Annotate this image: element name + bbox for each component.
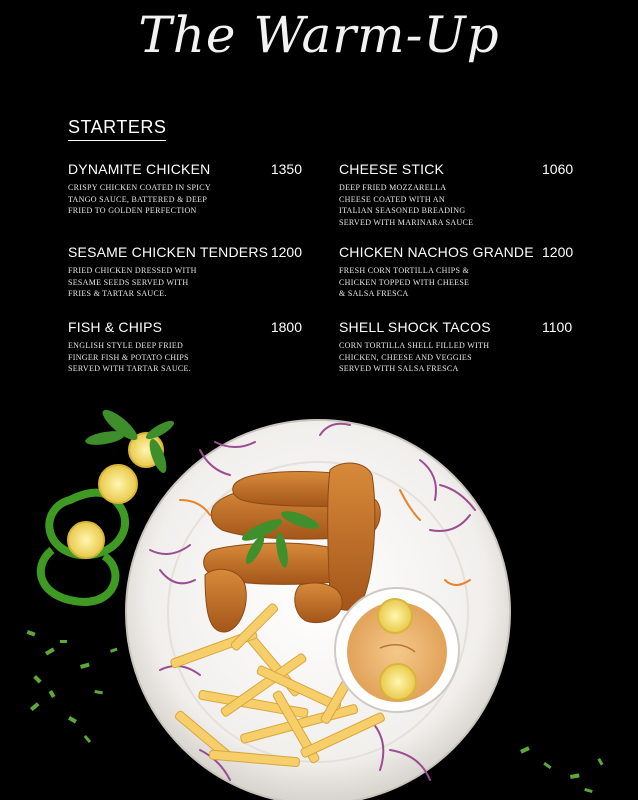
item-description-line: FRESH CORN TORTILLA CHIPS & (339, 266, 470, 275)
item-description-line: ITALIAN SEASONED BREADING (339, 206, 466, 215)
item-name: CHEESE STICK (339, 161, 445, 177)
item-name: CHICKEN NACHOS GRANDE (339, 244, 534, 260)
menu-item (68, 244, 304, 300)
menu-title: The Warm-Up (138, 6, 500, 64)
item-description-line: FRIES & TARTAR SAUCE. (68, 289, 167, 298)
item-description-line: FRIED TO GOLDEN PERFECTION (68, 206, 197, 215)
item-description-line: CORN TORTILLA SHELL FILLED WITH (339, 341, 490, 350)
item-name: DYNAMITE CHICKEN (68, 161, 211, 177)
item-name: SESAME CHICKEN TENDERS (68, 244, 269, 260)
item-description-line: CHICKEN, CHEESE AND VEGGIES (339, 352, 472, 362)
item-description-line: SERVED WITH MARINARA SAUCE (339, 217, 474, 227)
item-description-line: FINGER FISH & POTATO CHIPS (68, 352, 189, 362)
item-description-line: SERVED WITH TARTAR SAUCE. (68, 364, 192, 373)
item-description-line: SERVED WITH SALSA FRESCA (339, 364, 459, 373)
item-name: SHELL SHOCK TACOS (339, 319, 491, 335)
item-price: 1060 (542, 161, 574, 177)
item-price: 1800 (270, 319, 302, 335)
item-description-line: FRIED CHICKEN DRESSED WITH (68, 266, 197, 275)
item-description (339, 265, 575, 300)
food-photo (0, 390, 638, 800)
dip-bowl (335, 588, 459, 712)
menu-item (339, 161, 575, 228)
menu-item (339, 319, 575, 375)
basil-leaves (84, 405, 176, 474)
item-price: 1350 (270, 161, 302, 177)
item-price: 1200 (542, 244, 574, 260)
item-description-line: TANGO SAUCE, BATTERED & DEEP (68, 194, 208, 204)
item-description-line: ENGLISH STYLE DEEP FRIED (68, 341, 184, 350)
menu-item (68, 319, 304, 375)
item-name: FISH & CHIPS (68, 319, 163, 335)
item-price: 1100 (542, 319, 573, 335)
item-description-line: & SALSA FRESCA (339, 289, 409, 298)
section-heading: STARTERS (68, 117, 166, 141)
item-description (339, 182, 575, 228)
item-description-line: CHICKEN TOPPED WITH CHEESE (339, 277, 470, 287)
item-description-line: SESAME SEEDS SERVED WITH (68, 277, 189, 287)
item-description-line: DEEP FRIED MOZZARELLA (339, 183, 447, 192)
item-price: 1200 (270, 244, 302, 260)
item-description (68, 340, 304, 375)
item-description-line: CRISPY CHICKEN COATED IN SPICY (68, 183, 211, 192)
item-description-line: CHEESE COATED WITH AN (339, 194, 445, 204)
menu-item (339, 244, 575, 300)
menu-item (68, 161, 304, 217)
item-description (68, 265, 304, 300)
item-description (68, 182, 304, 217)
item-description (339, 340, 575, 375)
